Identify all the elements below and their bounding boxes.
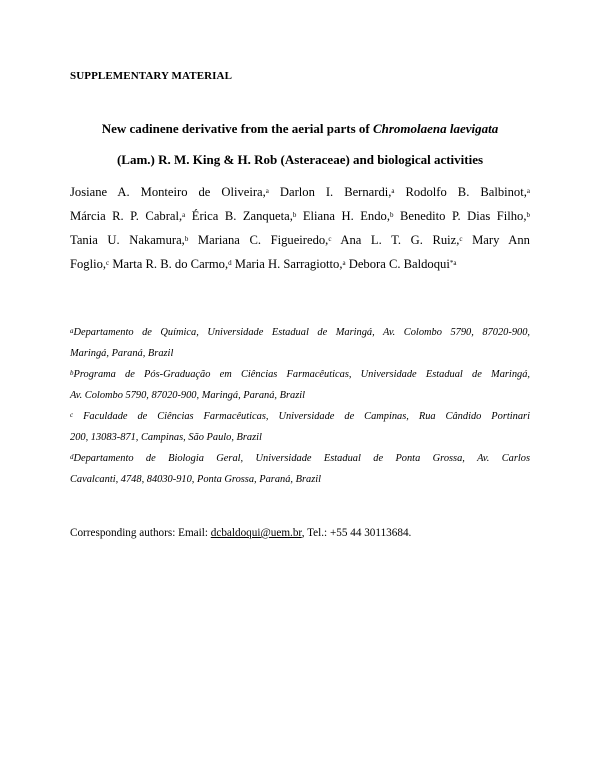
affiliation-mark: a <box>70 327 74 335</box>
affiliation-line <box>70 448 530 469</box>
corresponding-prefix: Corresponding authors: Email: <box>70 527 211 539</box>
author-affil-mark: b <box>292 211 297 219</box>
affiliation-list <box>70 322 530 490</box>
author-name: Eliana H. Endo, <box>302 209 390 223</box>
author-affil-mark: c <box>459 235 463 243</box>
affiliation-line: Cavalcanti, 4748, 84030-910, Ponta Grossa, Paraná, Brazil <box>70 474 322 485</box>
affiliation-a <box>70 322 530 364</box>
author-affil-mark: b <box>526 211 530 219</box>
corresponding-authors <box>70 527 411 539</box>
author-affil-mark: a <box>391 187 395 195</box>
author-affil-mark: d <box>228 259 232 267</box>
author-name: Josiane A. Monteiro de Oliveira, <box>70 185 266 199</box>
affiliation-text: Programa de Pós-Graduação em Ciências Farmacêuticas, Universidade Estadual de Maringá, <box>73 369 530 380</box>
author-list <box>70 180 530 276</box>
author-line-4 <box>70 252 530 276</box>
author-name: Rodolfo B. Balbinot, <box>405 185 527 199</box>
author-name: Foglio, <box>70 257 107 271</box>
affiliation-text: Departamento de Biologia Geral, Universidade Estadual de Ponta Grossa, Av. Carlos <box>73 453 530 464</box>
affiliation-line: 200, 13083-871, Campinas, São Paulo, Brazil <box>70 432 262 443</box>
author-affil-mark: *a <box>449 259 457 267</box>
author-name: Márcia R. P. Cabral, <box>70 209 183 223</box>
affiliation-line <box>70 322 530 343</box>
affiliation-mark: b <box>70 369 74 377</box>
affiliation-b <box>70 364 530 406</box>
corresponding-email-link[interactable]: dcbaldoqui@uem.br <box>210 527 302 539</box>
paper-title-line-2: (Lam.) R. M. King & H. Rob (Asteraceae) and biological activities <box>116 152 484 167</box>
author-affil-mark: b <box>389 211 394 219</box>
author-name: Tania U. Nakamura, <box>70 233 185 247</box>
author-name: Marta R. B. do Carmo, <box>112 257 229 271</box>
author-affil-mark: c <box>106 259 110 267</box>
affiliation-line: Av. Colombo 5790, 87020-900, Maringá, Paraná, Brazil <box>70 390 306 401</box>
author-line-3 <box>70 228 530 252</box>
author-affil-mark: a <box>342 259 346 267</box>
affiliation-mark: c <box>70 411 74 419</box>
affiliation-line: Maringá, Paraná, Brazil <box>70 348 174 359</box>
title-prefix: New cadinene derivative from the aerial parts of <box>101 121 373 136</box>
author-name: Érica B. Zanqueta, <box>191 209 293 223</box>
author-affil-mark: b <box>184 235 189 243</box>
author-name: Benedito P. Dias Filho, <box>399 209 527 223</box>
author-name: Maria H. Sarragiotto, <box>234 257 343 271</box>
author-name: Darlon I. Bernardi, <box>279 185 392 199</box>
affiliation-c <box>70 406 530 448</box>
affiliation-line <box>70 364 530 385</box>
affiliation-text: Departamento de Química, Universidade Estadual de Maringá, Av. Colombo 5790, 87020-900, <box>73 327 530 338</box>
author-name: Debora C. Baldoqui <box>348 257 450 271</box>
affiliation-d <box>70 448 530 490</box>
author-affil-mark: c <box>328 235 332 243</box>
author-affil-mark: a <box>265 187 269 195</box>
affiliation-mark: d <box>70 453 74 461</box>
author-name: Ana L. T. G. Ruiz, <box>340 233 460 247</box>
affiliation-text: Faculdade de Ciências Farmacêuticas, Universidade de Campinas, Rua Cândido Portinari <box>73 411 530 422</box>
supplementary-label: SUPPLEMENTARY MATERIAL <box>70 70 233 82</box>
paper-title-line-1 <box>60 121 540 137</box>
corresponding-suffix: , Tel.: +55 44 30113684. <box>301 527 412 539</box>
author-line-1 <box>70 180 530 204</box>
title-species: Chromolaena laevigata <box>372 121 499 136</box>
author-affil-mark: a <box>182 211 186 219</box>
author-name: Mary Ann <box>472 233 530 247</box>
author-affil-mark: a <box>526 187 530 195</box>
author-line-2 <box>70 204 530 228</box>
author-name: Mariana C. Figueiredo, <box>197 233 329 247</box>
affiliation-line <box>70 406 530 427</box>
